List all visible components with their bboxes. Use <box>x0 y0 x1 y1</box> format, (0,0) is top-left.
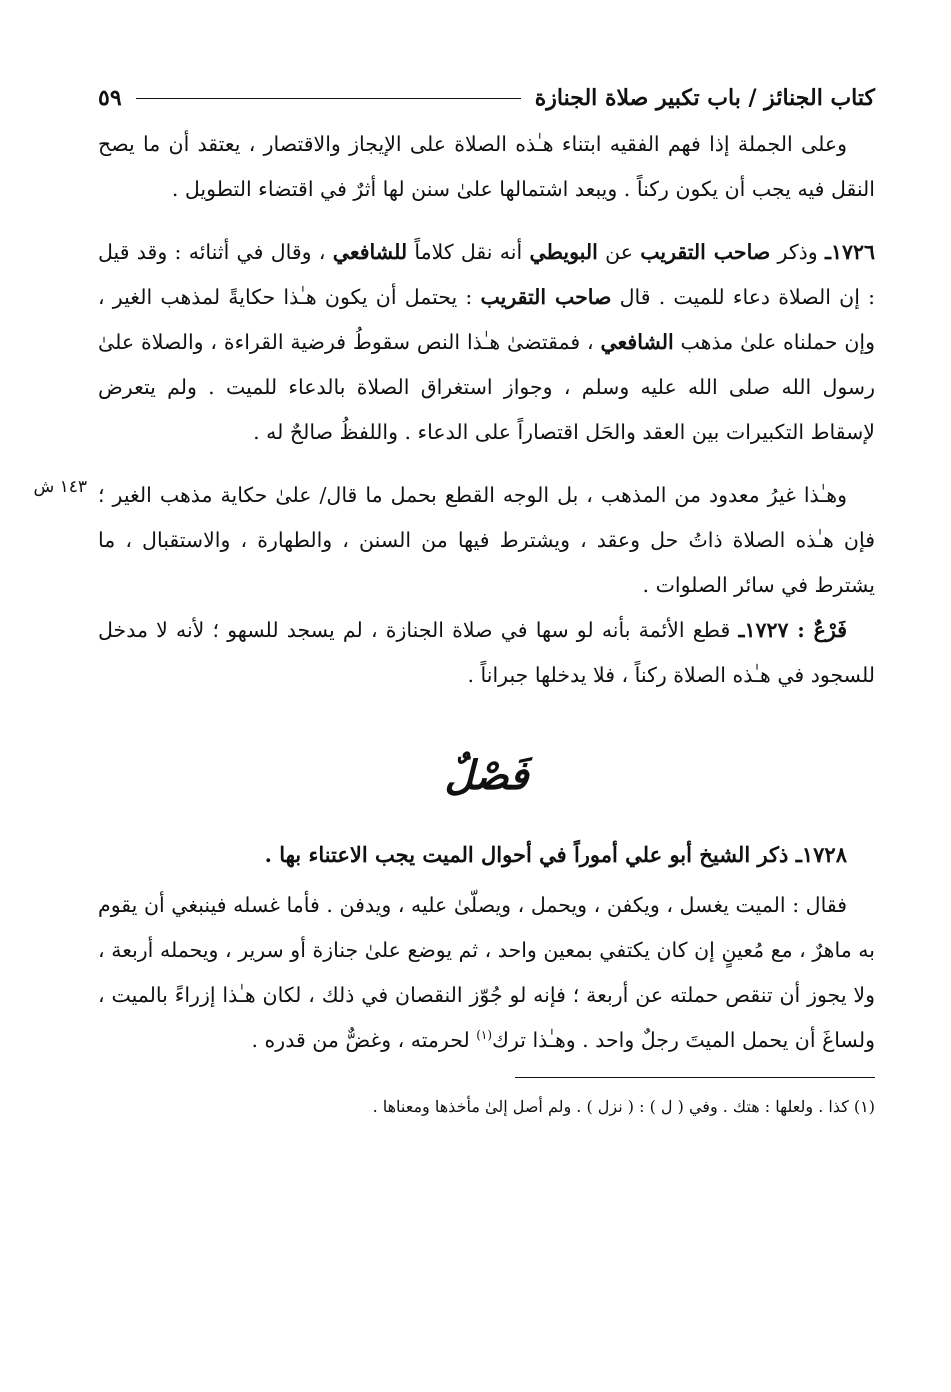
paragraph-1726 <box>98 230 875 455</box>
text-run: وذكر <box>770 240 825 264</box>
paragraph-1727 <box>98 608 875 698</box>
text-run: : يحتمل أن يكون هـٰذا حكايةً لمذهب الغير ، وإن حملناه علىٰ مذهب <box>98 285 875 354</box>
section-heading-1728: ١٧٢٨ـ ذكر الشيخ أبو علي أموراً في أحوال الميت يجب الاعتناء بها . <box>264 842 847 867</box>
name-sahib-altaqrib-2: صاحب التقريب <box>480 285 612 309</box>
fasl-ornament: فَصْلٌ <box>444 752 529 799</box>
name-albuwayti: البويطي <box>529 240 598 264</box>
text-run: عن <box>597 240 641 264</box>
footnote-reference: (١) <box>476 1028 493 1043</box>
entry-number-1727: : ١٧٢٧ـ <box>738 618 814 642</box>
entry-number-1726: ١٧٢٦ـ <box>824 240 875 264</box>
name-sahib-altaqrib: صاحب التقريب <box>640 240 771 264</box>
paragraph-3: وهـٰذا غيرُ معدود من المذهب ، بل الوجه القطع بحمل ما قال/ علىٰ حكاية مذهب الغير ؛ فإن هـٰذه الصلاة ذاتُ حل وعقد ، ويشترط فيها من السنن ، والطهارة ، والاستقبال ، ما يشترط في سائر الصلوات . <box>98 483 875 597</box>
margin-note: ١٤٣ ش <box>33 477 87 497</box>
running-head-rule <box>136 98 521 99</box>
far-label: فَرْعٌ <box>813 618 847 642</box>
text-run: ، وقال في أثنائه : وقد قيل : إن الصلاة دعاء للميت . قال <box>98 240 875 309</box>
text-run: أنه نقل كلاماً <box>407 240 530 264</box>
running-head-title: كتاب الجنائز / باب تكبير صلاة الجنازة <box>534 85 875 111</box>
paragraph-1: وعلى الجملة إذا فهم الفقيه ابتناء هـٰذه الصلاة على الإيجاز والاقتصار ، يعتقد أن ما يصح النقل فيه يجب أن يكون ركناً . ويبعد اشتمالها علىٰ سنن لها أثرٌ في اقتضاء التطويل . <box>98 132 875 201</box>
section-ornament-heading <box>98 744 875 808</box>
text-run: لحرمته ، وغضٌّ من قدره . <box>251 1028 477 1052</box>
footnote-divider <box>515 1077 875 1078</box>
footnote: (١) كذا . ولعلها : هتك . وفي ( ل ) : ( نزل ) . ولم أصل إلىٰ مأخذها ومعناها . <box>372 1097 875 1116</box>
text-run: فقال : الميت يغسل ، ويكفن ، ويحمل ، ويصلّىٰ عليه ، ويدفن . فأما غسله فينبغي أن يقوم به ماهرٌ ، مع مُعينٍ إن كان يكتفي بمعين واحد ، ثم يوضع علىٰ جنازة أو سرير ، ويحمله أربعة ، ولا يجوز أن تنقص حملته عن أربعة ؛ فإنه لو جُوّز النقصان في ذلك ، لكان هـٰذا إزراءً بالميت ، ولساغَ أن يحمل الميتَ رجلٌ واحد . وهـٰذا ترك <box>98 893 875 1052</box>
paragraph-5 <box>98 883 875 1063</box>
paragraph-3-wrap <box>33 473 875 608</box>
running-head <box>98 78 875 118</box>
name-alshafii: للشافعي <box>332 240 408 264</box>
name-alshafii-2: الشافعي <box>600 330 674 354</box>
page-number: ٥٩ <box>98 85 122 111</box>
text-run: قطع الأئمة بأنه لو سها في صلاة الجنازة ، لم يسجد للسهو ؛ لأنه لا مدخل للسجود في هـٰذه الصلاة ركناً ، فلا يدخلها جبراناً . <box>98 618 875 687</box>
text-run: ، فمقتضىٰ هـٰذا النص سقوطُ فرضية القراءة ، والصلاة علىٰ رسول الله صلى الله عليه وسلم ، وجواز استغراق الصلاة بالدعاء للميت . ولم يتعرض لإسقاط التكبيرات بين العقد والحَل اقتصاراً على الدعاء . واللفظُ صالحٌ له . <box>98 330 875 444</box>
document-page <box>33 78 875 1122</box>
